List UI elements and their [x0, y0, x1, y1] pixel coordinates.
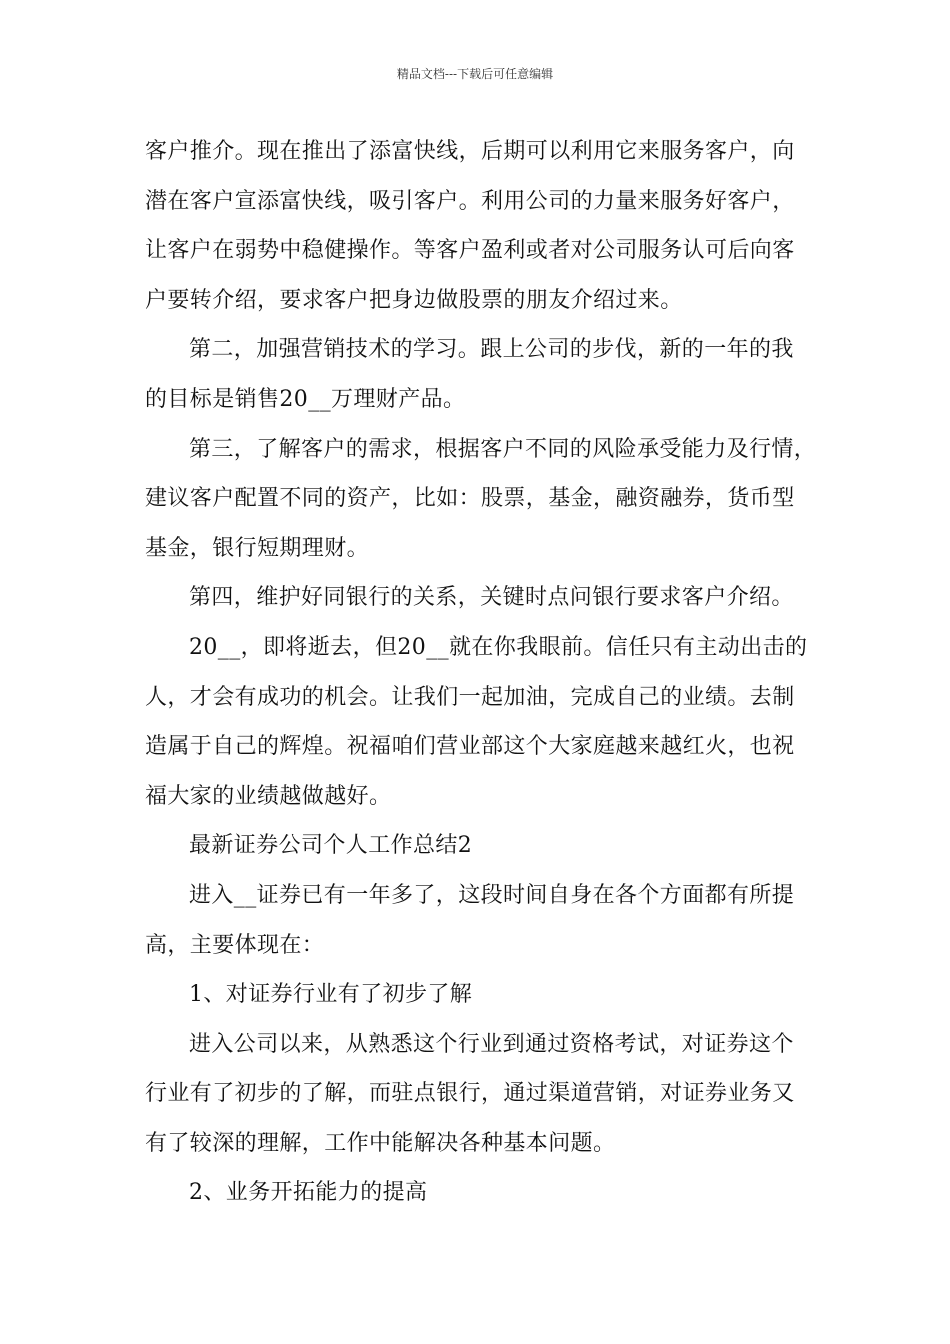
text-line: 让客户在弱势中稳健操作。等客户盈利或者对公司服务认可后向客 [145, 238, 795, 264]
subheading-line: 1、对证券行业有了初步了解 [189, 982, 473, 1008]
page-header: 精品文档---下载后可任意编辑 [396, 67, 554, 81]
text-line: 人，才会有成功的机会。让我们一起加油，完成自己的业绩。去制 [145, 684, 795, 710]
paragraph [145, 127, 825, 325]
text-line: 福大家的业绩越做越好。 [145, 783, 392, 809]
text-line: 有了较深的理解，工作中能解决各种基本问题。 [145, 1130, 616, 1156]
paragraph [145, 1020, 825, 1169]
subheading [145, 970, 825, 1020]
paragraph [145, 425, 825, 574]
text-line: 第二，加强营销技术的学习。跟上公司的步伐，新的一年的我 [189, 337, 794, 363]
text-line: 客户推介。现在推出了添富快线，后期可以利用它来服务客户，向 [145, 139, 795, 164]
document-body [145, 127, 825, 1218]
paragraph [145, 871, 825, 970]
paragraph [145, 623, 825, 821]
text-line: 造属于自己的辉煌。祝福咱们营业部这个大家庭越来越红火，也祝 [145, 734, 795, 760]
text-line: 潜在客户宣添富快线，吸引客户。利用公司的力量来服务好客户， [145, 188, 795, 214]
paragraph [145, 325, 825, 424]
text-line: 建议客户配置不同的资产，比如：股票，基金，融资融券，货币型 [145, 486, 795, 512]
text-line: 进入公司以来，从熟悉这个行业到通过资格考试，对证券这个 [189, 1031, 794, 1057]
text-line: 行业有了初步的了解，而驻点银行，通过渠道营销，对证券业务又 [145, 1081, 795, 1107]
text-line: 20__，即将逝去，但20__就在你我眼前。信任只有主动出击的 [189, 634, 808, 660]
subheading-line: 2、业务开拓能力的提高 [189, 1180, 428, 1206]
paragraph [145, 573, 825, 623]
text-line: 第四，维护好同银行的关系，关键时点问银行要求客户介绍。 [189, 585, 794, 611]
text-line: 的目标是销售20__万理财产品。 [145, 386, 466, 412]
section-heading [145, 821, 825, 871]
text-line: 户要转介绍，要求客户把身边做股票的朋友介绍过来。 [145, 287, 683, 313]
text-line: 第三，了解客户的需求，根据客户不同的风险承受能力及行情， [189, 436, 817, 462]
text-line: 基金，银行短期理财。 [145, 535, 370, 561]
text-line: 高，主要体现在： [145, 932, 325, 958]
text-line: 进入__证券已有一年多了，这段时间自身在各个方面都有所提 [189, 882, 795, 908]
heading-line: 最新证券公司个人工作总结2 [189, 833, 473, 859]
subheading [145, 1168, 825, 1218]
